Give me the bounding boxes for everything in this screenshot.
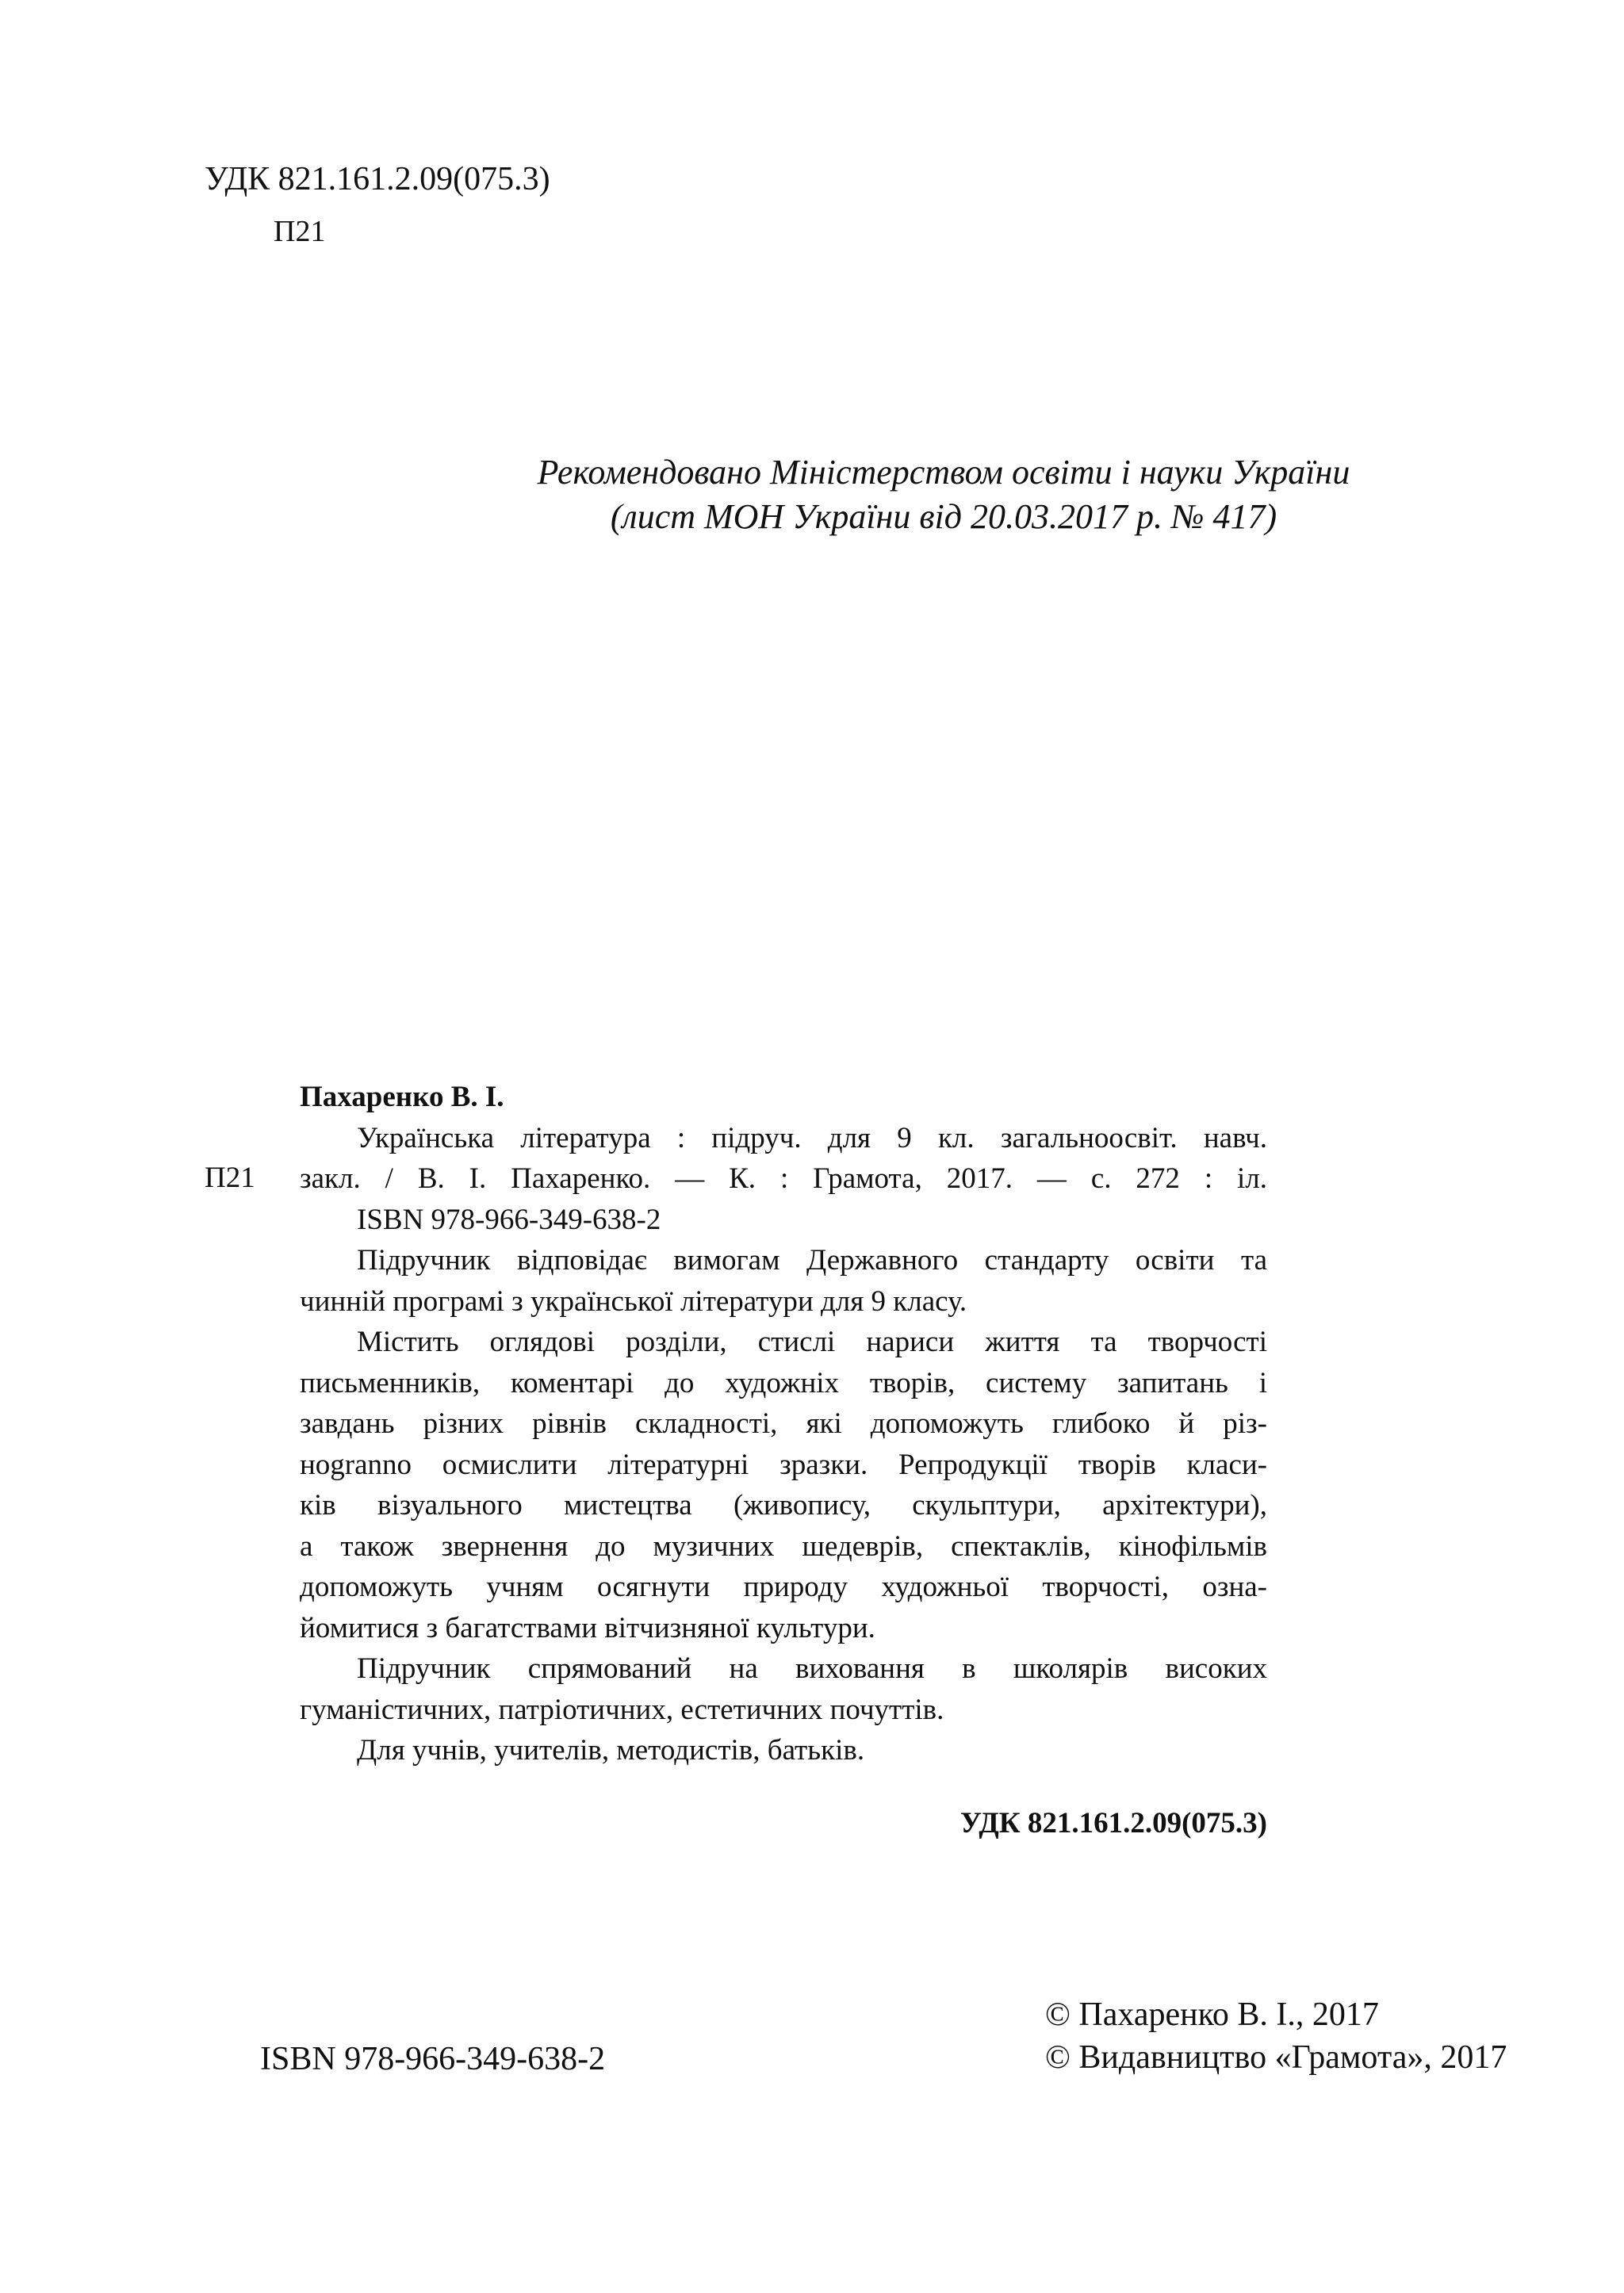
annotation-line: чинній програмі з української літератури для 9 класу. [300,1284,967,1318]
annotation-line: а також звернення до музичних шедеврів, спектаклів, кінофільмів [300,1529,1267,1563]
annotation-line: письменників, коментарі до художніх творів, систему запитань і [300,1366,1267,1399]
copyright-author: © Пахаренко В. І., 2017 [1045,1996,1379,2033]
catalog-card [300,1077,1267,1843]
card-isbn: ISBN 978-966-349-638-2 [357,1203,661,1236]
annotation-line: Підручник спрямований на виховання в школярів високих [357,1652,1267,1685]
catalog-card-index: П21 [205,1162,255,1194]
ministry-recommendation [238,450,1624,539]
copyright-block [1045,1993,1507,2079]
annotation-line: допоможуть учням осягнути природу художньої творчості, озна- [300,1571,1267,1603]
card-author: Пахаренко В. І. [300,1081,504,1113]
udk-code-top: УДК 821.161.2.09(075.3) [205,161,550,197]
annotation-line: Підручник відповідає вимогам Державного стандарту освіти та [357,1244,1267,1277]
annotation-line: йомитися з багатствами вітчизняної культури. [300,1611,875,1644]
card-title-line-2: закл. / В. І. Пахаренко. — К. : Грамота, 2017. — с. 272 : іл. [300,1162,1267,1195]
author-index-top: П21 [274,215,326,248]
isbn-bottom: ISBN 978-966-349-638-2 [260,2041,606,2077]
card-title-line-1: Українська література : підруч. для 9 кл. загальноосвіт. навч. [357,1121,1267,1154]
recommendation-line-1: Рекомендовано Міністерством освіти і науки України [537,453,1350,492]
annotation-line: Містить оглядові розділи, стислі нариси життя та творчості [357,1326,1267,1358]
annotation-line: нogranno осмислити літературні зразки. Репродукції творів класи- [300,1448,1267,1481]
annotation-line: Для учнів, учителів, методистів, батьків. [357,1734,865,1767]
annotation-line: завдань різних рівнів складності, які допоможуть глибоко й різ- [300,1407,1267,1440]
annotation-line: гуманістичних, патріотичних, естетичних почуттів. [300,1693,944,1726]
card-udk-code: УДК 821.161.2.09(075.3) [959,1806,1267,1839]
recommendation-line-2: (лист МОН України від 20.03.2017 р. № 417) [610,497,1277,536]
copyright-publisher: © Видавництво «Грамота», 2017 [1045,2039,1507,2076]
annotation-line: ків візуального мистецтва (живопису, скульптури, архітектури), [300,1489,1267,1522]
